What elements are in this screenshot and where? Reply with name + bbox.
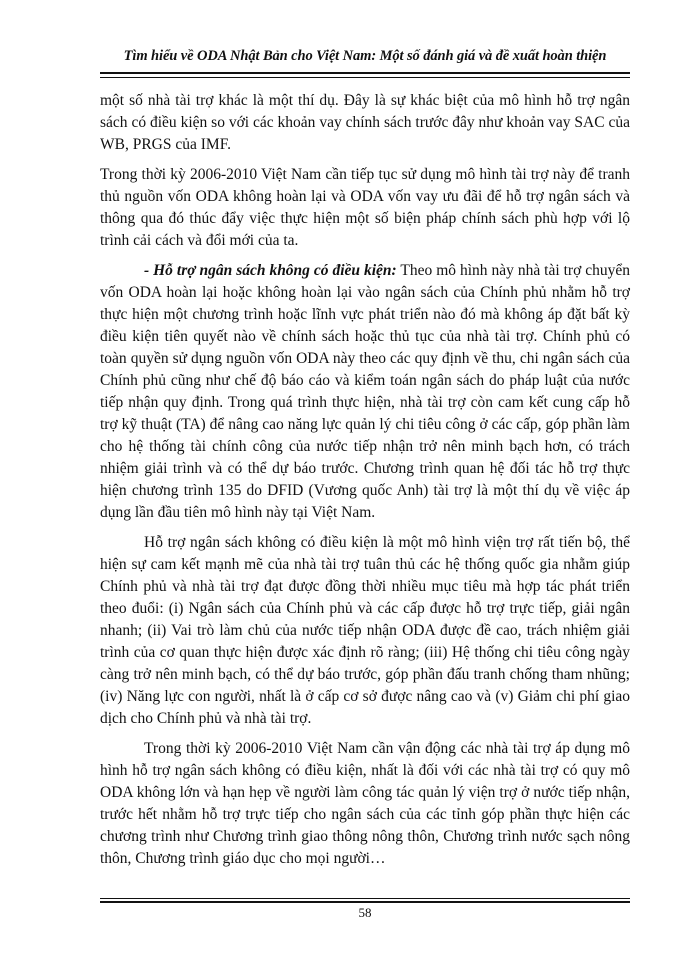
- page-number: 58: [358, 905, 372, 920]
- paragraph-2: Trong thời kỳ 2006-2010 Việt Nam cần tiếp tục sử dụng mô hình tài trợ này để tranh thủ nguồn vốn ODA không hoàn lại và ODA vốn vay ưu đãi để hỗ trợ ngân sách và thông qua đó thúc đẩy việc thực hiện một số biện pháp chính sách phù hợp với lộ trình cải cách và đổi mới của ta.: [100, 166, 630, 249]
- paragraph-3-lead: - Hỗ trợ ngân sách không có điều kiện:: [144, 262, 397, 279]
- header-rule-thin: [100, 77, 630, 78]
- header-title: Tìm hiểu về ODA Nhật Bản cho Việt Nam: Một số đánh giá và đề xuất hoàn thiện: [123, 48, 607, 64]
- footer-rule-thick: [100, 901, 630, 903]
- paragraph-3-rest: Theo mô hình này nhà tài trợ chuyển vốn ODA hoàn lại hoặc không hoàn lại vào ngân sách của Chính phủ nhằm hỗ trợ thực hiện một chương trình hoặc lĩnh vực phát triển nào đó mà không áp đặt bất kỳ điều kiện tiên quyết nào về chính sách hoặc thủ tục của nhà tài trợ. Chính phủ có toàn quyền sử dụng nguồn vốn ODA này theo các quy định về thu, chi ngân sách của Chính phủ cũng như chế độ báo cáo và kiểm toán ngân sách do pháp luật của nước tiếp nhận quy định. Trong quá trình thực hiện, nhà tài trợ còn cam kết cung cấp hỗ trợ kỹ thuật (TA) để nâng cao năng lực quản lý chi tiêu công ở các cấp, góp phần làm cho hệ thống tài chính công của nước tiếp nhận trở nên minh bạch hơn, có trách nhiệm giải trình và có thể dự báo trước. Chương trình quan hệ đối tác hỗ trợ thực hiện chương trình 135 do DFID (Vương quốc Anh) tài trợ là một thí dụ về việc áp dụng lần đầu tiên mô hình này tại Việt Nam.: [100, 262, 630, 521]
- paragraph-5: Trong thời kỳ 2006-2010 Việt Nam cần vận động các nhà tài trợ áp dụng mô hình hỗ trợ ngân sách không có điều kiện, nhất là đối với các nhà tài trợ có quy mô ODA không lớn và hạn hẹp về người làm công tác quản lý viện trợ ở nước tiếp nhận, trước hết nhằm hỗ trợ trực tiếp cho ngân sách của các tỉnh góp phần thực hiện các chương trình như Chương trình giao thông nông thôn, Chương trình nước sạch nông thôn, Chương trình giáo dục cho mọi người…: [100, 740, 630, 867]
- footer-rule-thin: [100, 898, 630, 899]
- header-rule-thick: [100, 72, 630, 74]
- paragraph-4: Hỗ trợ ngân sách không có điều kiện là một mô hình viện trợ rất tiến bộ, thể hiện sự cam kết mạnh mẽ của nhà tài trợ tuân thủ các hệ thống quốc gia nhằm giúp Chính phủ và nhà tài trợ đạt được đồng thời nhiều mục tiêu mà hợp tác phát triển theo đuổi: (i) Ngân sách của Chính phủ và các cấp được hỗ trợ trực tiếp, giải ngân nhanh; (ii) Vai trò làm chủ của nước tiếp nhận ODA được đề cao, trách nhiệm giải trình của cơ quan thực hiện được xác định rõ ràng; (iii) Hệ thống chi tiêu công ngày càng trở nên minh bạch, có thể dự báo trước, góp phần đấu tranh chống tham nhũng; (iv) Năng lực con người, nhất là ở cấp cơ sở được nâng cao và (v) Giảm chi phí giao dịch cho Chính phủ và nhà tài trợ.: [100, 534, 630, 727]
- page-body: [100, 90, 630, 878]
- paragraph-3: [100, 260, 630, 524]
- paragraph-1: một số nhà tài trợ khác là một thí dụ. Đây là sự khác biệt của mô hình hỗ trợ ngân sách có điều kiện so với các khoản vay chính sách trước đây như khoản vay SAC của WB, PRGS của IMF.: [100, 92, 630, 153]
